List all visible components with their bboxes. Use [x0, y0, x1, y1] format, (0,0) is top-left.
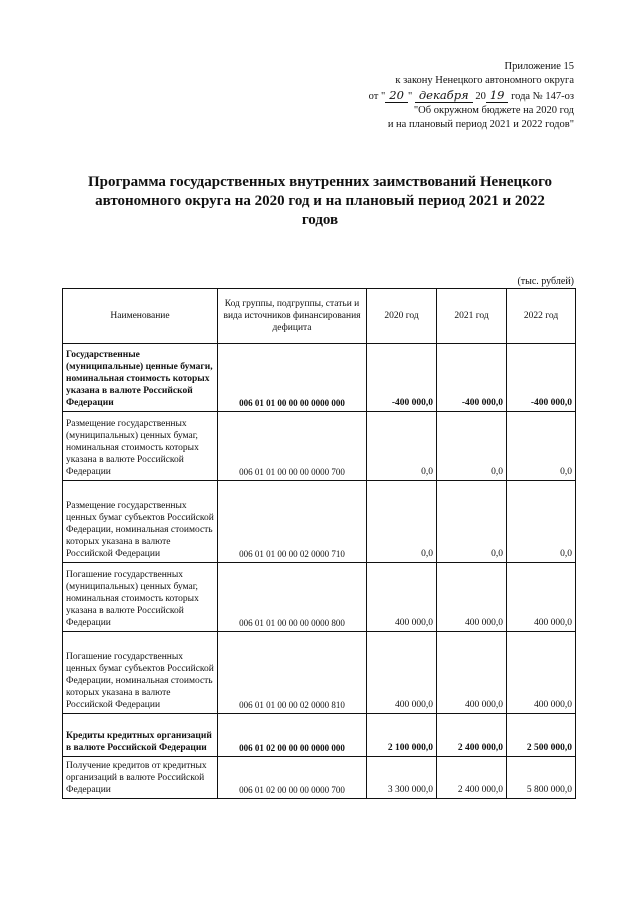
row-code: 006 01 02 00 00 00 0000 700 [218, 757, 367, 799]
row-2022: 400 000,0 [507, 632, 576, 714]
row-code: 006 01 01 00 00 02 0000 810 [218, 632, 367, 714]
row-2021: 2 400 000,0 [437, 757, 507, 799]
row-code: 006 01 01 00 00 00 0000 800 [218, 563, 367, 632]
row-2020: 400 000,0 [367, 632, 437, 714]
table-row [63, 344, 576, 412]
row-name: Погашение государственных ценных бумаг субъектов Российской Федерации, номинальная стоимость которых указана в валюте Российской Федерации [63, 632, 218, 714]
header-name: Наименование [63, 289, 218, 344]
appendix-law-reference: к закону Ненецкого автономного округа [395, 75, 574, 86]
row-name: Размещение государственных (муниципальных) ценных бумаг, номинальная стоимость которых указана в валюте Российской Федерации [63, 412, 218, 481]
row-name: Погашение государственных (муниципальных) ценных бумаг, номинальная стоимость которых указана в валюте Российской Федерации [63, 563, 218, 632]
row-name: Государственные (муниципальные) ценные бумаги, номинальная стоимость которых указана в валюте Российской Федерации [63, 344, 218, 412]
table-row [63, 412, 576, 481]
table-row [63, 481, 576, 563]
row-name: Получение кредитов от кредитных организаций в валюте Российской Федерации [63, 757, 218, 799]
date-suffix: года № 147-оз [508, 91, 574, 102]
row-2020: 2 100 000,0 [367, 714, 437, 757]
row-name: Кредиты кредитных организаций в валюте Российской Федерации [63, 714, 218, 757]
appendix-number: Приложение 15 [504, 61, 574, 72]
header-2022: 2022 год [507, 289, 576, 344]
row-2022: 0,0 [507, 412, 576, 481]
row-2022: 400 000,0 [507, 563, 576, 632]
row-2020: -400 000,0 [367, 344, 437, 412]
row-2021: 400 000,0 [437, 563, 507, 632]
row-2020: 0,0 [367, 412, 437, 481]
page-title-line-3: годов [301, 212, 339, 228]
appendix-date-line [234, 88, 574, 104]
row-2021: 2 400 000,0 [437, 714, 507, 757]
row-code: 006 01 01 00 00 00 0000 000 [218, 344, 367, 412]
date-year-prefix: 20 [475, 91, 486, 102]
header-code: Код группы, подгруппы, статьи и вида источников финансирования дефицита [218, 289, 367, 344]
row-name: Размещение государственных ценных бумаг субъектов Российской Федерации, номинальная стоимость которых указана в валюте Российской Федерации [63, 481, 218, 563]
row-2022: 5 800 000,0 [507, 757, 576, 799]
header-2020: 2020 год [367, 289, 437, 344]
row-2021: 0,0 [437, 412, 507, 481]
appendix-header [234, 60, 574, 132]
borrowing-program-table [62, 288, 576, 799]
date-month-handwritten: декабря [415, 88, 473, 103]
row-code: 006 01 01 00 00 00 0000 700 [218, 412, 367, 481]
row-code: 006 01 01 00 00 02 0000 710 [218, 481, 367, 563]
table-row [63, 563, 576, 632]
table-row [63, 714, 576, 757]
page-title-line-1: Программа государственных внутренних заимствований Ненецкого [87, 174, 553, 190]
row-2020: 3 300 000,0 [367, 757, 437, 799]
table-row [63, 632, 576, 714]
row-2021: -400 000,0 [437, 344, 507, 412]
table-row [63, 757, 576, 799]
row-2022: 2 500 000,0 [507, 714, 576, 757]
date-year-handwritten: 19 [486, 88, 509, 103]
table-header-row [63, 289, 576, 344]
row-code: 006 01 02 00 00 00 0000 000 [218, 714, 367, 757]
appendix-law-title: "Об окружном бюджете на 2020 год [413, 105, 574, 116]
date-prefix: от " [368, 91, 386, 102]
units-label: (тыс. рублей) [517, 276, 574, 287]
page-title-line-2: автономного округа на 2020 год и на плановый период 2021 и 2022 [95, 193, 545, 209]
date-mid: " [407, 91, 413, 102]
row-2022: -400 000,0 [507, 344, 576, 412]
row-2022: 0,0 [507, 481, 576, 563]
row-2021: 400 000,0 [437, 632, 507, 714]
row-2020: 400 000,0 [367, 563, 437, 632]
page-title [60, 173, 580, 230]
row-2021: 0,0 [437, 481, 507, 563]
header-2021: 2021 год [437, 289, 507, 344]
appendix-law-title-cont: и на плановый период 2021 и 2022 годов" [387, 119, 574, 130]
row-2020: 0,0 [367, 481, 437, 563]
date-day-handwritten: 20 [385, 88, 408, 103]
